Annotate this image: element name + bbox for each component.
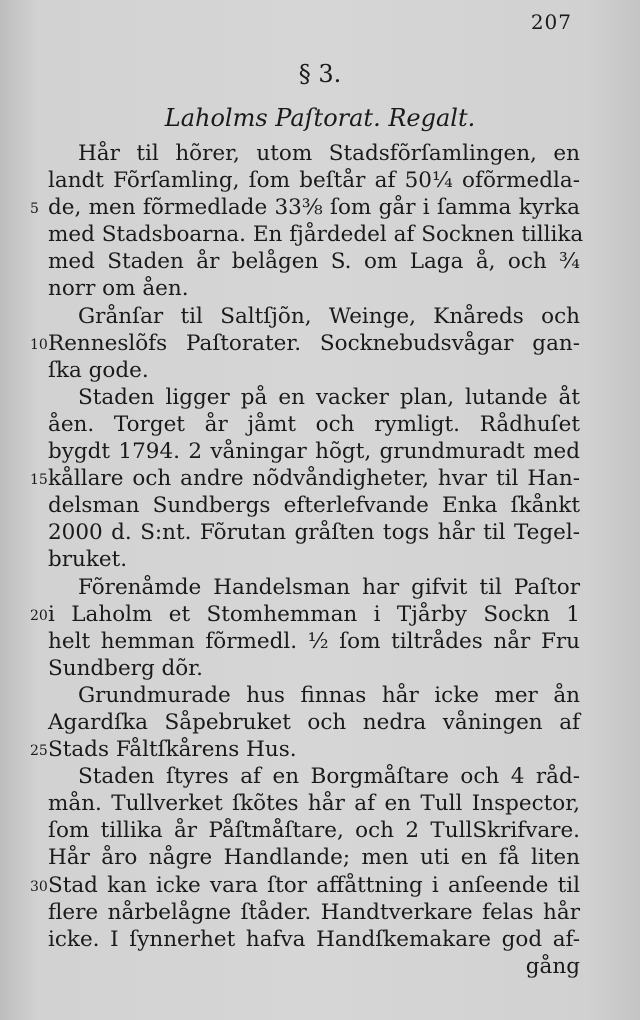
- chapter-title: Laholms Paſtorat. Regalt.: [164, 104, 476, 132]
- line-text: norr om åen.: [48, 276, 189, 302]
- text-line: [48, 546, 580, 573]
- text-line: [48, 167, 580, 194]
- line-text: Stads Fåltſkårens Hus.: [48, 737, 297, 763]
- text-line: [48, 248, 580, 275]
- section-heading: § 3.: [298, 60, 342, 88]
- line-text: Stad kan icke vara ſtor affåttning i anſeende til: [48, 872, 580, 898]
- text-line: [48, 357, 580, 384]
- line-text: kållare och andre nõdvåndigheter, hvar til Han-: [48, 466, 580, 492]
- line-text: ſom tillika år Påſtmåſtare, och 2 TullSkrifvare.: [48, 818, 580, 844]
- text-line: [48, 953, 580, 980]
- line-number: 25: [30, 743, 48, 760]
- text-line: [48, 790, 580, 817]
- text-line: [30, 736, 580, 763]
- line-text: med Staden år belågen S. om Laga å, och ¾: [48, 249, 580, 275]
- text-line: [48, 899, 580, 926]
- text-line: [48, 574, 580, 601]
- line-text: de, men fõrmedlade 33⅜ ſom går i ſamma kyrka: [48, 195, 580, 221]
- text-line: [48, 384, 580, 411]
- line-number: 20: [30, 607, 48, 624]
- line-text: Hår til hõrer, utom Stadsfõrſamlingen, en: [78, 141, 580, 166]
- text-line: [48, 844, 580, 871]
- line-text: landt Fõrſamling, ſom beſtår af 50¼ ofõrmedla-: [48, 168, 580, 194]
- text-line: [48, 140, 580, 167]
- line-text: delsman Sundbergs efterlefvande Enka ſkånkt: [48, 493, 580, 519]
- line-text: Fõrenåmde Handelsman har gifvit til Paſtor: [78, 574, 580, 600]
- text-line: [48, 438, 580, 465]
- body-text: [30, 140, 584, 980]
- line-text: 2000 d. S:nt. Fõrutan gråſten togs hår til Tegel-: [48, 520, 580, 546]
- line-text: Grundmurade hus finnas hår icke mer ån: [78, 682, 580, 708]
- page-number: 207: [530, 10, 572, 34]
- line-text: helt hemman fõrmedl. ½ ſom tiltrådes når Fru: [48, 628, 580, 654]
- text-line: [48, 221, 584, 248]
- text-line: [48, 817, 580, 844]
- text-line: [48, 655, 580, 682]
- line-text: Grånſar til Saltſjõn, Weinge, Knåreds och: [78, 303, 580, 329]
- line-text: med Stadsboarna. En fjårdedel af Socknen tillika: [48, 222, 584, 248]
- line-number: 10: [30, 336, 48, 353]
- line-text: ſka gode.: [48, 357, 149, 383]
- line-number: 5: [30, 201, 39, 218]
- text-line: [48, 682, 580, 709]
- line-text: Agardſka Såpebruket och nedra våningen af: [48, 709, 580, 735]
- line-text: Renneslõfs Paſtorater. Socknebudsvågar gan-: [48, 330, 580, 356]
- line-text: i Laholm et Stomhemman i Tjårby Sockn 1: [48, 601, 580, 627]
- text-line: [30, 872, 580, 899]
- line-text: mån. Tullverket ſkõtes hår af en Tull Inspector,: [48, 791, 580, 817]
- line-text: Hår åro någre Handlande; men uti en få liten: [48, 845, 580, 871]
- text-line: [48, 492, 580, 519]
- line-number: 15: [30, 472, 48, 489]
- line-text: icke. I ſynnerhet hafva Handſkemakare god af-: [48, 926, 580, 952]
- text-line: [48, 709, 580, 736]
- line-text: Sundberg dõr.: [48, 655, 204, 681]
- line-text: åen. Torget år jåmt och rymligt. Rådhuſet: [48, 411, 580, 437]
- text-line: [48, 628, 580, 655]
- line-text: gång: [525, 953, 580, 979]
- line-number: 30: [30, 878, 48, 895]
- text-line: [48, 411, 580, 438]
- line-text: bygdt 1794. 2 våningar hõgt, grundmuradt med: [48, 439, 580, 465]
- text-line: [48, 763, 580, 790]
- text-line: [30, 601, 580, 628]
- line-text: bruket.: [48, 547, 128, 573]
- text-line: [48, 275, 580, 302]
- text-line: [30, 330, 580, 357]
- text-line: [30, 194, 580, 221]
- line-text: Staden ſtyres af en Borgmåſtare och 4 råd-: [78, 764, 580, 790]
- line-text: flere nårbelågne ſtåder. Handtverkare felas hår: [48, 899, 580, 925]
- text-line: [48, 926, 580, 953]
- text-line: [48, 303, 580, 330]
- text-line: [48, 519, 580, 546]
- text-line: [30, 465, 580, 492]
- line-text: Staden ligger på en vacker plan, lutande åt: [78, 384, 580, 410]
